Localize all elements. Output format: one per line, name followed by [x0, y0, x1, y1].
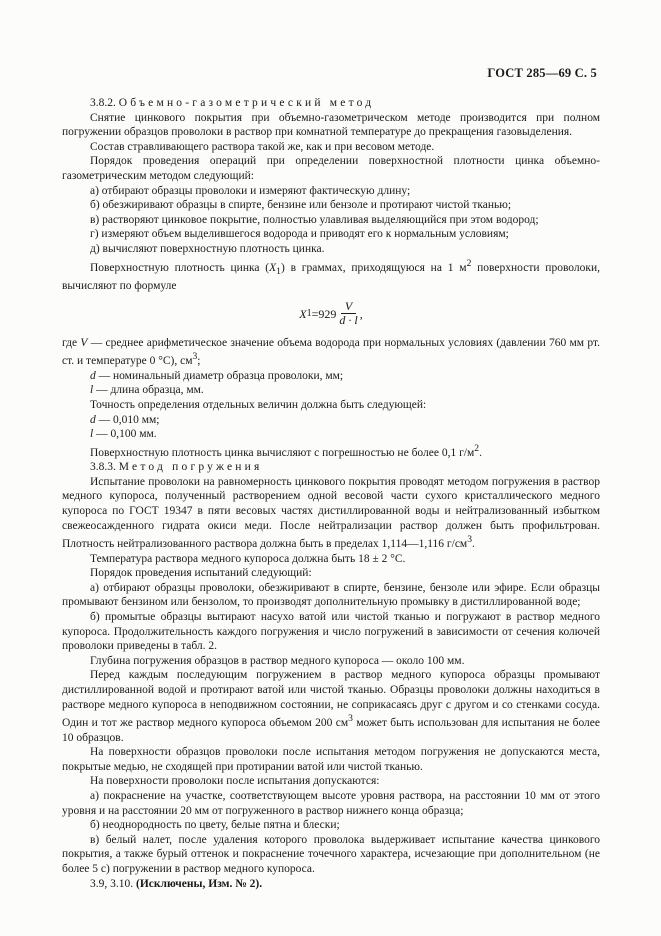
paragraph: Точность определения отдельных величин должна быть следующей:: [90, 399, 427, 412]
formula-lhs: X: [299, 306, 307, 321]
list-item: l — длина образца, мм.: [90, 384, 204, 397]
section-3-8-2-heading: [62, 96, 600, 111]
section-title: Метод погружения: [118, 461, 263, 474]
section-number: 3.8.2.: [90, 97, 116, 109]
paragraph: Поверхностную плотность цинка $(X_1)$ в граммах, приходящуюся на 1 $м^2$ поверхности проволоки, вычисляют по формуле: [62, 257, 601, 293]
section-number: 3.9, 3.10.: [90, 877, 134, 890]
list-item: d — 0,010 мм;: [90, 413, 160, 426]
section-3-8-3-heading: [62, 460, 600, 475]
paragraph: Снятие цинкового покрытия при объемно-газометрическом методе производится при полном погружении образцов проволоки в раствор при комнатной температуре до прекращения газовыделения.: [62, 111, 600, 139]
section-number: 3.8.3.: [90, 461, 116, 474]
section-title: Объемно-газометрический метод: [118, 97, 375, 109]
list-item: l — 0,100 мм.: [90, 428, 157, 441]
list-item: б) неоднородность по цвету, белые пятна и блески;: [90, 819, 340, 832]
list-item: г) измеряют объем выделившегося водорода и приводят его к нормальным условиям;: [90, 228, 509, 241]
paragraph: Порядок проведения испытаний следующий:: [90, 567, 312, 580]
list-item: б) промытые образцы вытирают насухо ватой или чистой тканью и погружают в раствор медного купороса. Продолжительность каждого погружения и число погружений в зависимости от сечения колючей проволоки приведены в табл. 2.: [62, 611, 600, 653]
paragraph: На поверхности проволоки после испытания допускаются:: [90, 775, 380, 788]
paragraph: Порядок проведения операций при определении поверхностной плотности цинка объемно-газометрическим методом следующий:: [62, 155, 600, 182]
list-item: а) отбирают образцы проволоки и измеряют фактическую длину;: [90, 184, 411, 197]
paragraph: Испытание проволоки на равномерность цинкового покрытия проводят методом погружения в раствор медного купороса, полученный растворением одной весовой части сухого кристаллического медного купороса по ГОСТ 19347 в пяти весовых частях дистиллированной воды и нейтрализованный избытком свежеосажденного гидрата окиси меди. После нейтрализации раствор должен быть профильтрован. Плотность нейтрализованного раствора должна быть в пределах 1,114—1,116 $г/см^3$.: [62, 475, 600, 551]
fraction-numerator: V: [341, 300, 356, 314]
list-item: б) обезжиривают образцы в спирте, бензине или бензоле и протирают чистой тканью;: [90, 199, 512, 212]
list-item: а) отбирают образцы проволоки, обезжиривают в спирте, бензине, бензоле или эфире. Если образцы промывают бензином или бензолом, то производят дополнительную промывку в дистиллированной воде;: [62, 581, 600, 609]
list-item: d — номинальный диаметр образца проволоки, мм;: [90, 369, 344, 382]
amendment-note: (Исключены, Изм. № 2).: [136, 877, 263, 890]
list-item: в) белый налет, после удаления которого проволока выдерживает испытание качества цинкового покрытия, а также бурый оттенок и покраснение точечного характера, исчезающие при дополнительном (не более 5 с) погружении в раствор медного купороса.: [62, 833, 600, 875]
paragraph: Поверхностную плотность цинка вычисляют с погрешностью не более 0,1 $г/м^2$.: [90, 442, 482, 459]
list-item: д) вычисляют поверхностную плотность цинка.: [90, 242, 325, 255]
paragraph: где V — среднее арифметическое значение объема водорода при нормальных условиях (давлении 760 мм рт. ст. и температуре 0 °С), $см^3$;: [62, 336, 600, 368]
paragraph: Глубина погружения образцов в раствор медного купороса — около 100 мм.: [90, 654, 465, 667]
section-3-9-note: [62, 877, 600, 892]
formula-fraction: [339, 300, 357, 327]
page-header: ГОСТ 285—69 С. 5: [487, 66, 597, 80]
paragraph: Перед каждым последующим погружением в раствор медного купороса образцы промывают дистиллированной водой и протирают ватой или чистой тканью. Образцы проволоки должны находиться в растворе медного купороса в неподвижном состоянии, не соприкасаясь друг с другом и со стенками сосуда. Один и тот же раствор медного купороса объемом 200 $см^3$ может быть использован для испытания не более 10 образцов.: [62, 669, 601, 744]
formula: X 1 =929 $\frac{V}{d \cdot l}$ ,: [299, 299, 363, 328]
paragraph: На поверхности образцов проволоки после испытания методом погружения не допускаются места, покрытые медью, не сходящей при протирании ватой или чистой тканью.: [62, 746, 600, 773]
list-item: а) покраснение на участке, соответствующем высоте уровня раствора, на расстоянии 10 мм от этого уровня и на расстоянии 20 мм от погруженного в раствор нижнего конца образца;: [62, 789, 600, 817]
paragraph: Температура раствора медного купороса должна быть 18 ± 2 °С.: [90, 552, 406, 565]
fraction-denominator: d · l: [339, 313, 358, 328]
document-body: [62, 96, 600, 891]
list-item: в) растворяют цинковое покрытие, полностью улавливая выделяющийся при этом водород;: [90, 213, 539, 226]
paragraph: Состав стравливающего раствора такой же, как и при весовом методе.: [90, 140, 435, 153]
